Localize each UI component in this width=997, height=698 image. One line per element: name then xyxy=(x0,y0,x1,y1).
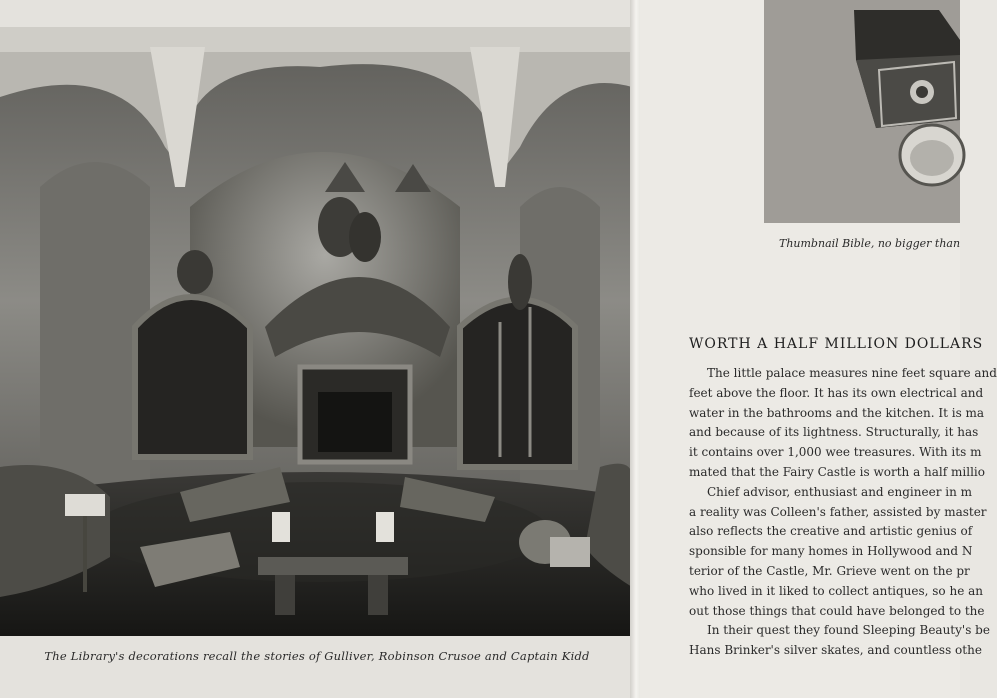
right-page xyxy=(640,0,997,698)
body-line: Chief advisor, enthusiast and engineer in m xyxy=(707,484,973,499)
body-line: In their quest they found Sleeping Beauty's be xyxy=(707,623,990,638)
article-body xyxy=(689,364,997,684)
body-line: who lived in it liked to collect antiques, so he an xyxy=(689,583,983,598)
photo-caption: The Library's decorations recall the stories of Gulliver, Robinson Crusoe and Captain Kidd xyxy=(44,649,590,663)
thumbnail-caption: Thumbnail Bible, no bigger than xyxy=(779,237,961,250)
body-line: water in the bathrooms and the kitchen. It is ma xyxy=(689,405,985,420)
body-line: also reflects the creative and artistic genius of xyxy=(689,524,973,539)
thumbnail-bible-photo xyxy=(764,0,960,223)
body-line: terior of the Castle, Mr. Grieve went on the pr xyxy=(689,563,970,578)
thumbnail-bible-illustration xyxy=(764,0,960,223)
section-heading: WORTH A HALF MILLION DOLLARS xyxy=(689,336,984,352)
library-photo-illustration xyxy=(0,27,632,636)
body-line: sponsible for many homes in Hollywood and N xyxy=(689,544,973,559)
library-photo xyxy=(0,27,632,636)
body-line: feet above the floor. It has its own electrical and xyxy=(689,385,984,400)
body-line: a reality was Colleen's father, assisted by master xyxy=(689,504,987,519)
body-line: and because of its lightness. Structurally, it has xyxy=(689,425,979,440)
body-line: The little palace measures nine feet square and xyxy=(707,366,997,380)
body-line: it contains over 1,000 wee treasures. With its m xyxy=(689,445,982,460)
body-line: out those things that could have belonged to the xyxy=(689,603,985,618)
page-gutter xyxy=(630,0,640,698)
body-line: mated that the Fairy Castle is worth a half millio xyxy=(689,464,985,479)
body-line: Hans Brinker's silver skates, and countless othe xyxy=(689,643,982,658)
